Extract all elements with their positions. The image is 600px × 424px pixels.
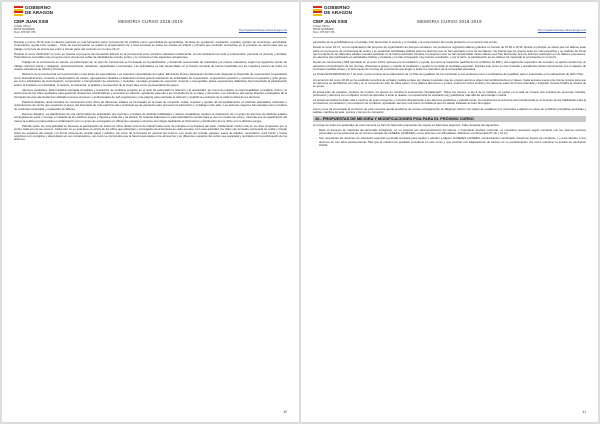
school-name: CEIP JUAN XXIII xyxy=(14,19,49,24)
paragraph: Refuerzo de la convivencia con experiencias en las áreas de especialistas. Los maestros especialistas de Inglés, Educación Física y Educación Artística han integrado el desarrollo de experiencias cooperativas como dramatizaciones, creación e interpretación de cantos, agrupaciones flexibles en Educación Física para la realización de actividades de cooperación, cooperación-oposición y oposición en pequeño y gran grupo, así como actividades de improvisación, composición e interpretación de canciones y melodías, montajes grupales de expresión corporal y coreografías. Estas experiencias didácticas han fomentado la participación activa, la iniciativa, la creatividad, el respeto, la tolerancia, el análisis y la selección de la mejor idea como representativa del grupo. xyxy=(14,72,287,87)
school-address: C/Juan XXIII,2 xyxy=(313,24,330,28)
school-phone: Teno: 976 637 376 xyxy=(313,30,335,34)
paragraph: Como ya se ha comentado al comienzo de esta memoria queda pendiente de revisar el Reglamento de Régimen Interior con objeto de establecer los protocolos a aplicar en casos de conflictos previsibles (entradas y salidas, cambios de aula, recreos y tiempo de comedor). xyxy=(313,106,586,114)
paragraph: Alumnos ayudantes. Esta iniciativa orientada al análisis y resolución de conflictos surgidos en el nivel ha estimulado la reflexión y la asertividad, así como la empatía, la responsabilidad, el análisis crítico y la autonomía de los niños ayudantes para gestionar situaciones problemáticas y encontrar su solución, ayudando para ello a los compañeros de su clase y del centro. Los miembros del equipo directivo encargados de la formación de este alumnado han utilizado recursos impresos y audiovisuales de self-experiencia y role-playing para estimular la reflexión y analizar la evolución de la actitud crítica de los alumnos. xyxy=(14,87,287,99)
paragraph: El actual plan de estudios, profesor de música, ha puesto en marcha la experiencia "Unelalamadí". Todos los viernes, a las 8 de la mañana, se juntan en la sala de música una veintena de personas: familias, profesores y alumnos con el objetivo común de aprender a tocar el ukelele. La experiencia ha resultado muy gratificante más allá del aprendizaje musical. xyxy=(313,89,586,97)
page-body xyxy=(14,41,287,143)
paragraph: Durante el curso 15-16 todo el claustro participó en una formación sobre convivencia: El conflicto como oportunidad de aprendizaje, técnicas de regulación, mediación, empatía, gestión de emociones, asertividad, cooperación, ayuda entre iguales... Fruto de esa formación se realizó la programación de 1 hora semanal en todos los niveles de infantil y primaria que pretende convertirse en el proyecto de centro para que se trabaje en la hora de tutoría que entró a formar parte del currículo en el curso 16-17. xyxy=(14,40,287,51)
paragraph: Padrinos-ahijados. Esta iniciativa de convivencia entre niños de diferentes edades se ha basado en la tarea de compartir, cuidar, respetar y ayudar. El acompañamiento en distintas actividades culturales o celebraciones de centro que requieran el apoyo del alumnado de más edad ha sido el principal eje de actuación para promover la interacción y el diálogo entre ellos. Los alumnos mayores han actuado como modelos de conducta compartida y evaluación de talleres. xyxy=(14,99,287,111)
school-name: CEIP JUAN XXIII xyxy=(313,19,348,24)
paragraph: La actual secretaria ha dado vida a muchos de estos proyectos y concretó directamente a los alumnos ayudantes y patrulla verde. Su experiencia personal ha sido fundamental en el fomento de las habilidades para la convivencia, la mediación y la resolución de conflictos, apostando siempre una visión conciliadora que ha sabido trasladar al resto del equipo. xyxy=(313,98,586,106)
page-header xyxy=(14,6,287,38)
paragraph: El plan de convivencia y RRI aprobado en el curso 12/13, apuesta por la mediación y ayuda, así como la resolución pacífica de los conflictos. El RRI y otro reglamento específico del comedor, se aplica cuando hay un relevante incumplimiento de las normas, infracciones graves y cuando la mediación y ayuda no ha dado el resultado esperado. Durante este curso se han revisado y actualizado dichos documentos con el objetivo de concretar medidas claras y el documento de normas de convivencia que llegue a todos los miembros de la comunidad educativa. xyxy=(313,60,586,72)
page-number: 41 xyxy=(582,410,586,414)
school-phone: Teno: 976 637 376 xyxy=(14,30,36,34)
paragraph: Patrulla verde. Es esta actividad se favorece la participación de todos los niños desde tercero de Infantil hasta sexto de primaria en la limpieza del patio, colaborando mucho más en los días propuestos por el centro cada uno de los recreos. Cada tutor en su aula lleva el control de los niños que participan y encargados de la limpieza de cada semana. Con esta actividad, los niños van tomando conciencia de cuidar y limpiar todos los espacios del colegio y la forma correcta de reciclar papel y plástico, así como de la limpieza en general del entorno. Los restos de comida, papeles, vasos de plástico, neumáticos, tetra bricks y restos orgánicos son recogidos y depositados en sus contenedores, así como se comprueba que la basura generada en los almuerzos y en diferentes espacios del centro sea separada y reciclada con la participación de los alumnos. xyxy=(14,123,287,142)
left-page xyxy=(2,2,299,422)
list-item xyxy=(313,129,586,136)
paragraph: Recreos dirigidos. La planificación de una oferta lúdica de actividades que permiten el trabajo de distintas habilidades y valores ciudadanos requiere la implicación de un grupo de alumnos de distintas edades encargados de sacar y recoger el material de los distintos juegos y deportes cada día y de arbitrar. El material elaborado en esta actividad ha servido para el uso en el patio de recreo, mientras que la organización del mismo la realiza el profesorado en colaboración con un grupo de encargados en diferentes espacios comunes del colegio facilitando la información y distribución de los niños en los distintos juegos. xyxy=(14,111,287,123)
page-body xyxy=(313,41,586,149)
right-page xyxy=(301,2,598,422)
government-name-line1: GOBIERNO xyxy=(25,5,51,10)
school-town: 50700 NONASPE xyxy=(313,27,334,31)
section-heading: 10.- PROPUESTAS DE MEJORA Y MODIFICACIONES PGA PARA EL PRÓXIMO CURSO xyxy=(313,116,586,121)
government-name-line1: GOBIERNO xyxy=(324,5,350,10)
government-name-line2: DE ARAGON xyxy=(25,10,53,16)
section-intro: A lo largo de todos los apartados de esta memoria se han ido haciendo propuestas de mejora en diferentes aspectos. Cabe destacar las siguientes: xyxy=(313,122,500,127)
bullet-dash: - xyxy=(314,127,316,132)
list-item-text: Son necesarias las acciones de educación especial a jornada completa para ayudar y atender a alguno ACNEAES (ACNEES, escolarización combinada, trastornos graves de conducta...) y para atender a dos alumnos de tres años pertenecientes TEA que la maestra ha quedado excedente en este curso y que cuentan con adaptaciones de acceso en su escolarización. Así como mantener la auxiliar de educación infantil. xyxy=(319,136,586,148)
government-name-line2: DE ARAGON xyxy=(324,10,352,16)
school-address: C/Juan XXIII,2 xyxy=(14,24,31,28)
page-number: 40 xyxy=(283,410,287,414)
school-town: 50700 NONASPE xyxy=(14,27,35,31)
paragraph: Desde el curso 16-17, con la implantación del proyecto de organización de tiempos escolares, los profesores organizan talleres gratuitos en horario de 15:30 a 16:30. Desde el principio se oferta que los talleres sean parte en el proyecto de convivencia de centro y se organizan actividades lúdicas para los alumnos que se han apuntado a uno de los talleres. Se intenta que los grupos sean los más pequeños y se realizan de forma que los alumnos de diferentes edades puedan participar en la misma actividad. Durante el presente curso se han desarrollado varios talleres que han favorecido que los alumnos participen en los talleres propuestos; los alumnos han participado en actividades lúdicas y creativas y se han conseguido muy buenos resultados, y por lo tanto, la participación en los talleres ha mejorado la convivencia en el centro. xyxy=(313,45,586,60)
paragraph: educación de la sensibilidad por el reciclaje; han favorecido el respeto y el cuidado y la conservación del medio ambiente en su entorno del centro. xyxy=(313,40,498,44)
aragon-government-logo-icon xyxy=(14,6,23,16)
list-item-text: Dado el aumento de matrícula del alumnado inmigrante, en su mayoría con desconocimiento del idioma, o importante desfase curricular, se considera necesario seguir contando con los mismos recursos personales por la existencia de un número elevado de ACNEES, ACNEAES y otros alumnos con dificultades. Mantener el profesorado PT (3) y AL (1). xyxy=(319,127,586,136)
paragraph: Al comienzo del curso 18-19 se ha sustituido la tarima de entrada y salida a clase por placas musicales que los propios alumnos eligen democráticamente por clases. Cada semana suena una misma música para que los alumnos se familiaricen con ella y en el momento de salir de clase para ir a los talleres del recreo o a casa, suena la misma música y los alumnos salen de forma ordenada y tranquila, cuando finaliza la música de su grupo. xyxy=(313,77,586,89)
school-website-link[interactable]: http://cpjuanxxiiicasp.educa.aragon.es/ xyxy=(238,28,287,32)
memoria-title: MEMORIA CURSO 2018-2019 xyxy=(417,19,482,24)
list-item xyxy=(313,137,586,147)
page-header xyxy=(313,6,586,38)
bullet-dash: - xyxy=(314,136,316,141)
header-divider xyxy=(313,37,586,38)
aragon-government-logo-icon xyxy=(313,6,322,16)
paragraph: Trabajo de la convivencia en tutoría. La elaboración de un plan de convivencia se ha basado en la planificación y desarrollo secuenciado de materiales por niveles educativos según los siguientes temas de trabajo: atención plena y relajación; autoconocimiento; fortalezas; capacidades emocionales. Las actividades se han desarrollado en el horario semanal de tutoría impartidas por los maestros tutores de todos los niveles educativos de Infantil y Primaria. xyxy=(14,60,287,72)
paragraph: Durante el curso 2016-2017 se puso en marcha el proyecto de innovación Educar en la convivencia como principio educativo fundamental, con la implicación de todo el profesorado, personal no docente y familias. Pretendemos consolidar este proyecto como una de las señas de identidad de nuestro centro y se concreta en las siguientes actuaciones: xyxy=(14,51,287,60)
school-website-link[interactable]: http://cpjuanxxiiicasp.educa.aragon.es/ xyxy=(537,28,586,32)
paragraph: La Orden ECD/1003/2018 de 7 de junio, prevé el inicio de la elaboración de un Plan de Igualdad. Se ha nombrado a una profesora como coordinadora de igualdad, para ir avanzando en la elaboración de dicho Plan. xyxy=(313,72,584,77)
header-divider xyxy=(14,37,287,38)
memoria-title: MEMORIA CURSO 2018-2019 xyxy=(118,19,183,24)
